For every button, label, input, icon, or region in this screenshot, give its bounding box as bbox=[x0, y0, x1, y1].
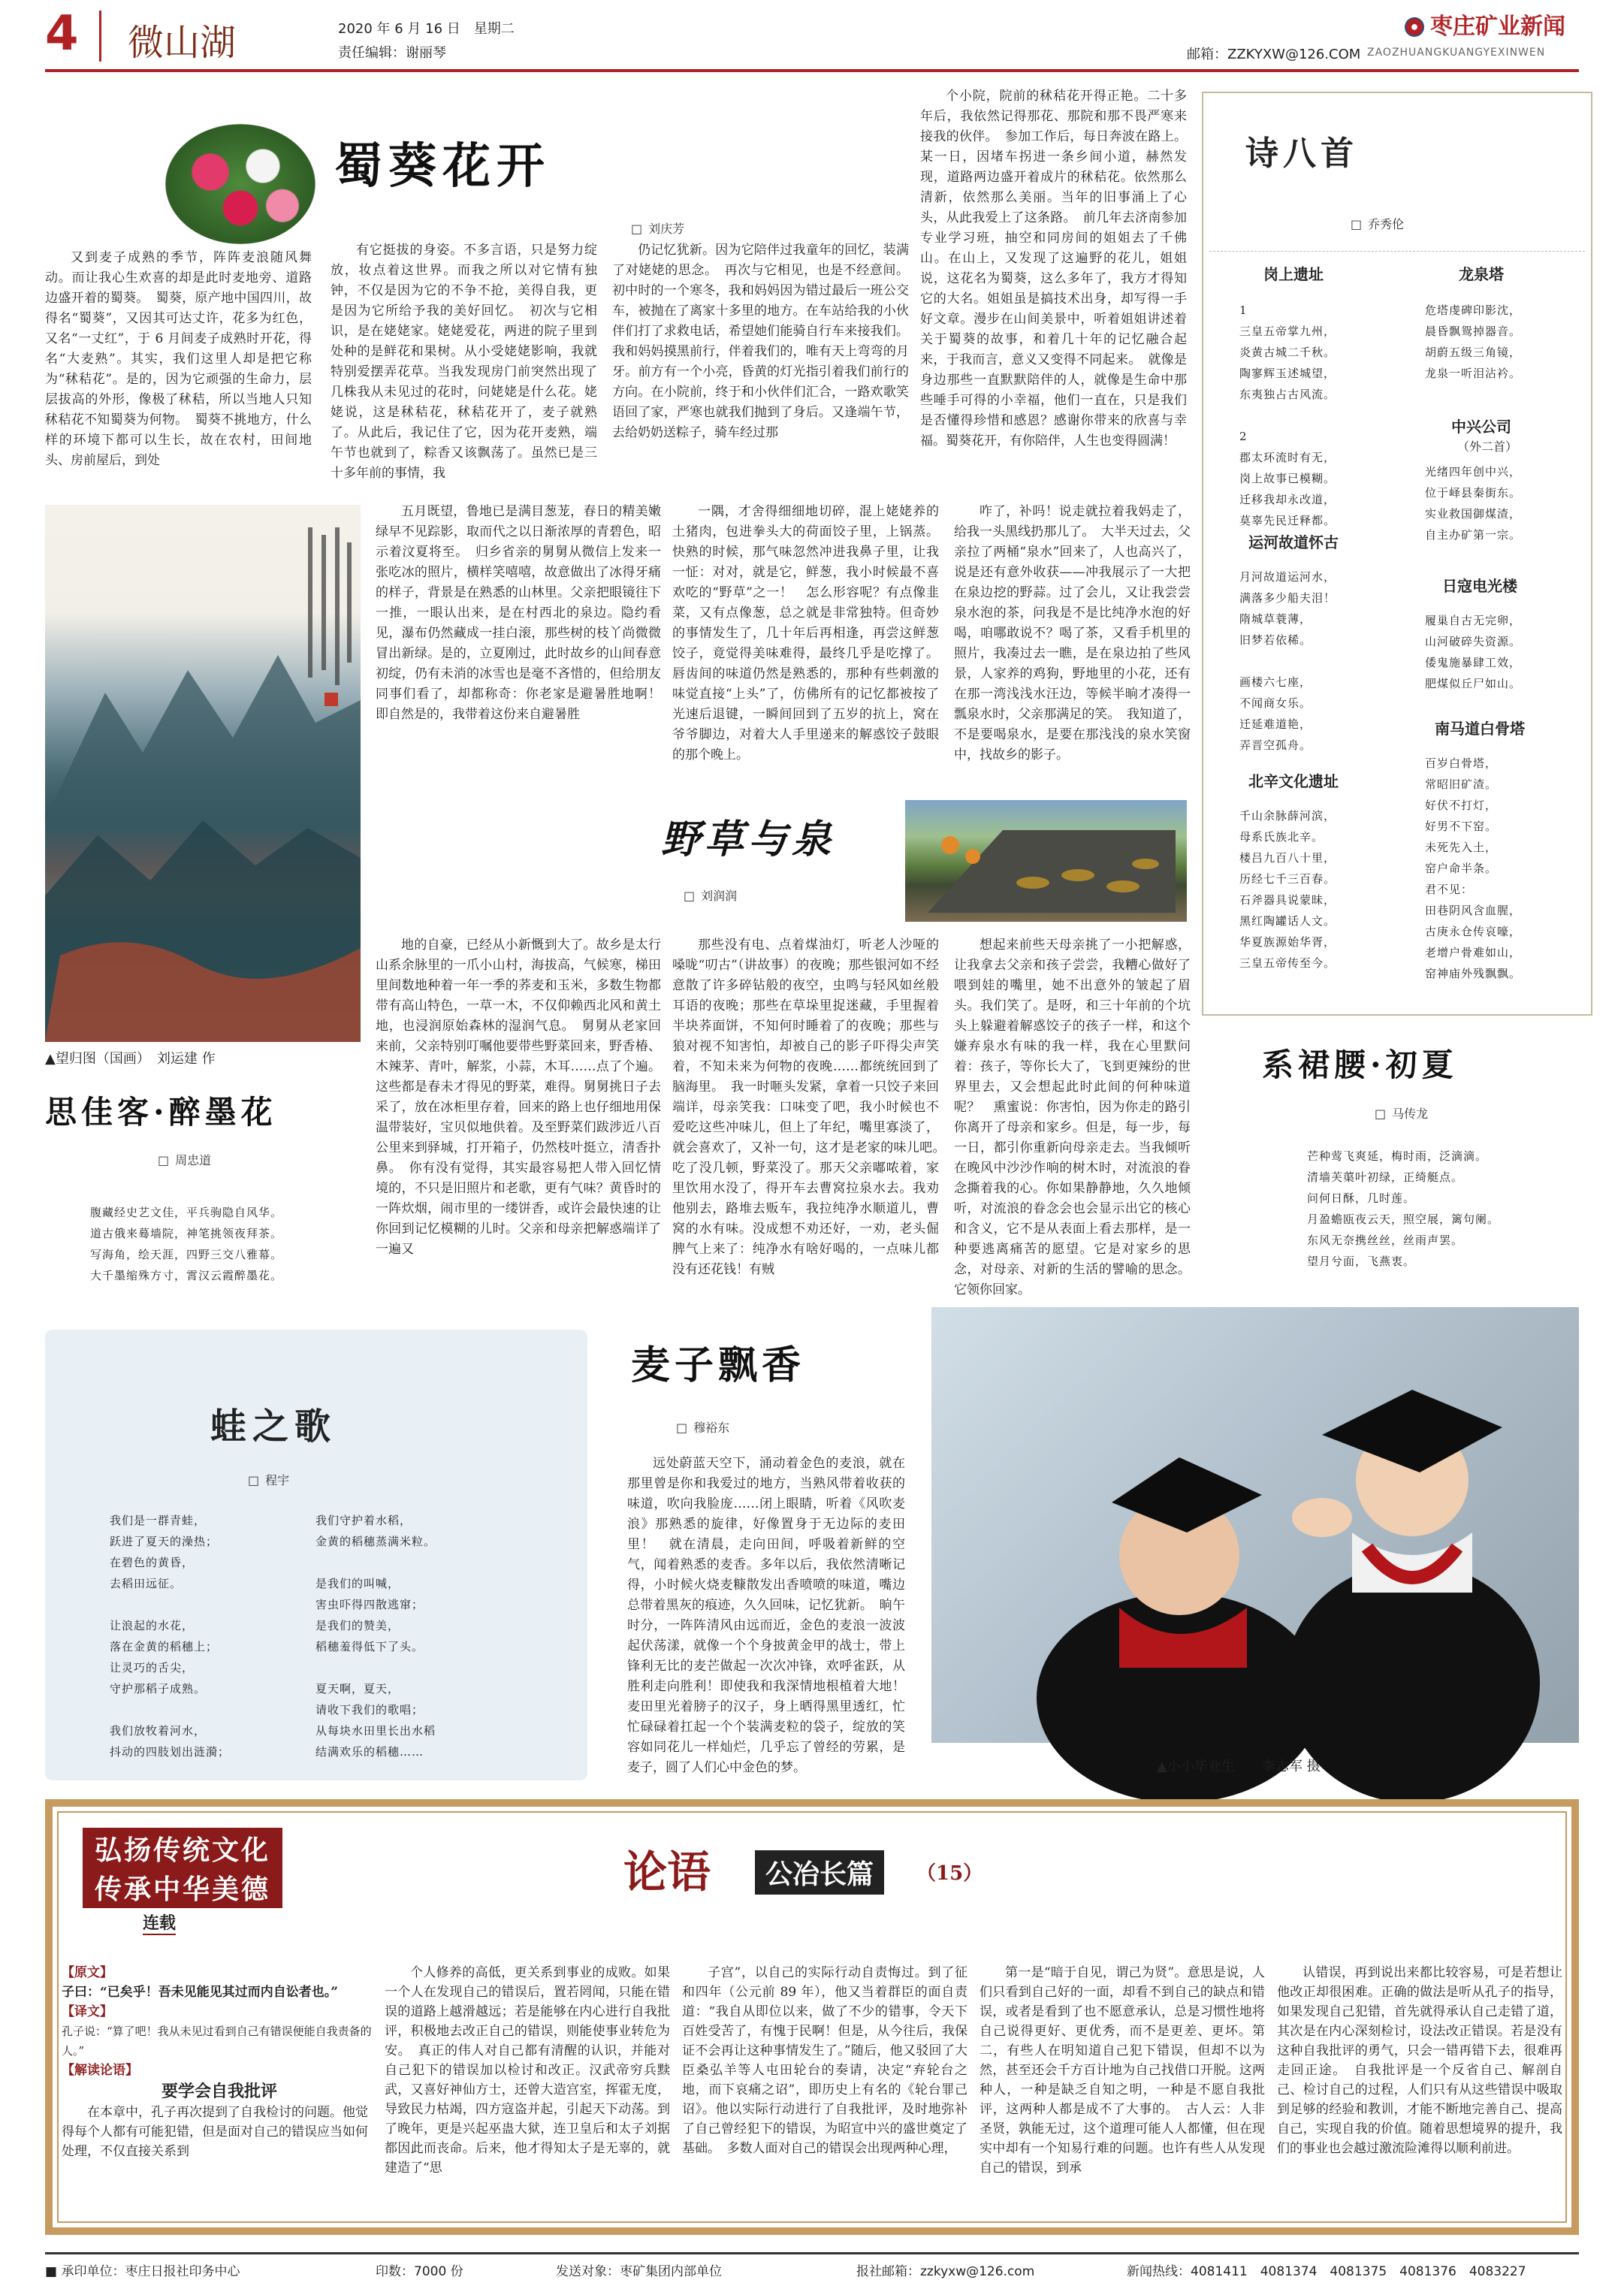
poem-title-xiqunyao: 系裙腰·初夏 bbox=[1262, 1046, 1458, 1083]
landscape-painting bbox=[45, 505, 361, 1042]
painting-caption: ▲望归图（国画） 刘运建 作 bbox=[45, 1051, 216, 1067]
poem-title-frog: 蛙之歌 bbox=[210, 1406, 337, 1448]
poem-line: 三皇五帝掌九州， bbox=[1239, 325, 1336, 338]
poem-line: 炎黄古城二千秋。 bbox=[1239, 346, 1336, 359]
poem-line: 望月兮面，飞燕衷。 bbox=[1307, 1255, 1416, 1268]
poem-line bbox=[315, 1657, 541, 1678]
poem-lines bbox=[1425, 300, 1583, 384]
poem-line: 胡蔚五级三角镜， bbox=[1425, 346, 1522, 359]
poem-line: 我们放牧着河水， bbox=[110, 1724, 207, 1738]
article-title-maizi: 麦子飘香 bbox=[631, 1342, 806, 1388]
poem-line: 实业救国御煤渣， bbox=[1425, 507, 1522, 521]
poem-line: 大千墨缩殊方寸，霄汉云霞醉墨花。 bbox=[90, 1269, 283, 1282]
poem-line: 隋城草蓑薄， bbox=[1239, 612, 1312, 626]
poem-line: 月盈蟾瓯夜云天，照空展，篱句阑。 bbox=[1307, 1212, 1500, 1226]
poem-line: 晨昏飘鸳掉器音。 bbox=[1425, 325, 1522, 338]
poem-line: 旧梦若依稀。 bbox=[1239, 633, 1312, 647]
poem-line: 芒种莺飞爽延，梅时雨，泛滴滴。 bbox=[1307, 1149, 1488, 1163]
poem-line: 龙泉一听泪沾衿。 bbox=[1425, 367, 1522, 380]
poem-lines bbox=[1425, 610, 1583, 694]
lunyu-title: 论语 bbox=[623, 1847, 711, 1898]
poem-line: 老增户骨难如山， bbox=[1425, 946, 1522, 959]
poem-line: 历经七千三百春。 bbox=[1239, 872, 1336, 886]
poem-title: 龙泉塔 bbox=[1459, 265, 1504, 283]
poem-title: 日寇电光楼 bbox=[1442, 577, 1517, 595]
banner-line-1: 弘扬传统文化 bbox=[83, 1828, 282, 1869]
yecao-col-d: 地的自豪，已经从小新慨到大了。故乡是太行山系余脉里的一爪小山村，海拔高，气候寒，梯田里间数地种着一年一季的荞麦和玉米，多数生物都带有高山特色，一草一木，不仅仰赖西北风和黄土地，也浸润原始森林的湿润气息。 舅舅从老家回来前，父亲特别叮嘱他要带些野菜回来，野香椿、木辣茅、青叶，解浆，小蒜，木耳……点了个遍。这些都是春未才得见的野菜，难得。舅舅挑日子去采了，放在冰柜里存着，回来的路上也仔细地用保温带装好，宝贝似地供着。及至野菜们跋涉近八百公里来到驿城，打开箱子，仍然枝叶挺立，清香扑鼻。 你有没有觉得，其实最容易把人带入回忆情境的，不只是旧照片和老歌，更有气味？黄昏时的一阵炊烟，闹市里的一缕饼香，或许会最快速的让你回到记忆模糊的儿时。父亲和母亲把解惑端详了一遍又 bbox=[376, 938, 661, 1257]
logo-text: 枣庄矿业新闻 bbox=[1430, 14, 1565, 40]
poem-line: 母系氏族北辛。 bbox=[1239, 830, 1324, 844]
yecao-col-f: 想起来前些天母亲挑了一小把解惑，让我拿去父亲和孩子尝尝，我糟心做好了喂到娃的嘴里，她不出意外的皱起了眉头。我们笑了。是呀，和三十年前的个坑头上躲避着解惑饺子的孩子一样，和这个嫌弃泉水有味的我一样，我在心里默问着：孩子，等你长大了，飞到更辣纷的世界里去，又会想起此时此间的何种味道呢？ 熏蜜说：你害怕，因为你走的路引你离开了母亲和家乡。但是，每一步，每一日，都引你重新向母亲走去。当我倾听在晚风中沙沙作响的树木时，对流浪的眷念撕着我的心。你如果静静地，久久地倾听，对流浪的眷念会也会显示出它的核心和含义，它不是从表面上看去那样，是一种要逃离痛苦的愿望。它是对家乡的思念，对母亲、对新的生活的譬喻的思念。它领你回家。 bbox=[954, 938, 1191, 1297]
editor-credit: 责任编辑：谢丽琴 bbox=[338, 45, 446, 61]
byline-xiqunyao: □ 马传龙 bbox=[1375, 1104, 1428, 1122]
poem-box-title: 诗八首 bbox=[1245, 134, 1358, 173]
footer-hotline: 新闻热线：4081411 4081374 4081375 4081376 4083227 bbox=[1127, 2264, 1526, 2279]
poem-line: 石斧器具说蒙昧， bbox=[1239, 893, 1336, 907]
interpretation-heading: 要学会自我批评 bbox=[161, 2082, 277, 2101]
yecao-col-c: 咋了，补吗！说走就拉着我妈走了，给我一头黑线扔那儿了。 大半天过去，父亲拉了两桶“泉水”回来了，人也高兴了，说是还有意外收获——冲我展示了一大把在泉边挖的野蒜。过了会儿，又让我尝尝泉水泡的茶，问我是不是比纯净水泡的好喝，咱哪敢说不？喝了茶，又看手机里的照片，我凑过去一瞧，是在泉边拍了些风景，人家养的鸡狗，野地里的小花，还有在那一湾浅浅水汪边，等候半晌才凑得一瓢泉水时，父亲那满足的笑。 我知道了，不是要喝泉水，是要在那浅浅的泉水笑窗中，找故乡的影子。 bbox=[954, 504, 1191, 762]
frog-lines-right bbox=[315, 1510, 541, 1762]
header-email: 邮箱：ZZKYXW@126.COM bbox=[1187, 47, 1361, 62]
poem-line: 岗上故事已模糊。 bbox=[1239, 472, 1336, 485]
masthead bbox=[45, 0, 1579, 72]
poem-lines bbox=[1239, 805, 1412, 974]
poem-line: 黑红陶罐话人文。 bbox=[1239, 914, 1336, 928]
banner-line-2: 传承中华美德 bbox=[83, 1867, 282, 1908]
poem-line bbox=[110, 1699, 320, 1720]
poem-title: 南马道白骨塔 bbox=[1435, 720, 1525, 738]
interpretation-text: 在本章中，孔子再次提到了自我检讨的问题。他觉得每个人都有可能犯错，但是面对自己的错误应当如何处理，不仅直接关系到 bbox=[62, 2105, 368, 2159]
footer-email: 报社邮箱：zzkyxw@126.com bbox=[856, 2264, 1035, 2279]
poem-line bbox=[1239, 405, 1397, 426]
poem-line: 让灵巧的舌尖， bbox=[110, 1661, 195, 1674]
poem-line: 自主办矿第一宗。 bbox=[1425, 528, 1522, 542]
poem-line: 画楼六七座， bbox=[1239, 675, 1312, 689]
poem-line: 百岁白骨塔， bbox=[1425, 756, 1498, 770]
poem-line: 郡太环流时有无， bbox=[1239, 451, 1336, 464]
byline-frog: □ 程宇 bbox=[248, 1471, 289, 1488]
poem-line: 倭鬼施暴肆工效， bbox=[1425, 656, 1522, 669]
poem-title: 中兴公司 bbox=[1451, 418, 1511, 436]
poem-line: 迁移我却永改道， bbox=[1239, 493, 1336, 506]
poem-title: 北辛文化遗址 bbox=[1248, 772, 1339, 790]
poem-line bbox=[1239, 651, 1397, 672]
poem-line: 请收下我们的歌唱； bbox=[315, 1703, 424, 1717]
poem-line: 我们守护着水稻， bbox=[315, 1514, 412, 1527]
serial-tag: 连载 bbox=[143, 1910, 176, 1935]
poem-box-author: □ 乔秀伦 bbox=[1351, 215, 1404, 232]
sijiake-lines bbox=[90, 1202, 346, 1286]
shukui-col-3: 仍记忆犹新。因为它陪伴过我童年的回忆，装满了对姥姥的思念。 再次与它相见，也是不经意间。初中时的一个寒冬，我和妈妈因为错过最后一班公交车，被抛在了离家十多里的地方。在车站给我的小伙伴们打了求救电话，希望她们能骑自行车来接我们。我和妈妈摸黑前行，伴着我们的，唯有天上弯弯的月牙。前方有一个小亮，昏黄的灯光指引着我们前行的方向。在小院前，终于和小伙伴们汇合，一路欢歌笑语回了家，严寒也就我们抛到了身后。又逢端午节，去给奶奶送粽子，骑车经过那 bbox=[612, 243, 909, 440]
label-original: 【原文】 bbox=[62, 1965, 113, 1980]
poem-line: 危塔虔碑印影沈， bbox=[1425, 303, 1522, 317]
poem-box-eight bbox=[1202, 92, 1592, 1016]
frog-lines-left bbox=[110, 1510, 320, 1762]
hollyhock-photo bbox=[165, 124, 315, 244]
poem-line: 不闻商女乐。 bbox=[1239, 696, 1312, 710]
poem-line: 稻穗羞得低下了头。 bbox=[315, 1640, 424, 1653]
poem-line: 道古俄来蓦墙院，神笔挑领夜拜茶。 bbox=[90, 1227, 283, 1240]
lunyu-col-5: 认错误，再到说出来都比较容易，可是若想让他改正却很困难。正确的做法是听从孔子的指导，如果发现自己犯错，首先就得承认自己走错了道，其次是在内心深刻检讨，设法改正错误。若是没有这种自我批评的勇气，只会一错再错下去，很难再走回正途。 自我批评是一个反省自己、解剖自己、检讨自己的过程，人们只有从这些错误中吸取到足够的经验和教训，才能不断地完善自己、提高自己，实现自我的价值。随着思想境界的提升，我们的事业也会越过激流险滩得以顺利前进。 bbox=[1277, 1965, 1562, 2156]
frog-song-box bbox=[45, 1330, 587, 1780]
poem-line: 满落多少船夫泪！ bbox=[1239, 591, 1336, 605]
yecao-col-b: 一隅，才舍得细细地切碎，混上姥姥养的土猪肉，包进拳头大的荷面饺子里，上锅蒸。快熟的时候，那气味忽然冲进我鼻子里，让我一怔：对对，就是它，鲜葱，我小时候最不喜欢吃的“野草”之一！ 怎么形容呢？有点像韭菜，又有点像葱，总之就是非常独特。但奇妙的事情发生了，几十年后再相逢，再尝这鲜葱饺子，竟觉得美味难得，最终几乎是吃撑了。唇齿间的味道仍然是熟悉的，那种有些刺激的味觉直接“上头”了，仿佛所有的记忆都被按了光速后退键，一瞬间回到了五岁的抗上，窝在爷爷脚边，对着大人手里递来的解惑饺子鼓眼的那个晚上。 bbox=[672, 504, 939, 762]
poem-line: 古庚永仓传哀嚎， bbox=[1425, 925, 1522, 938]
poem-line: 好伏不打灯， bbox=[1425, 799, 1498, 812]
roof-shape bbox=[905, 800, 1187, 922]
byline-shukui: □ 刘庆芳 bbox=[631, 219, 684, 237]
article-title-yecao: 野草与泉 bbox=[661, 817, 836, 862]
poem-line: 山河破碎失资源。 bbox=[1425, 635, 1522, 648]
poem-line: 莫辜先民迁释都。 bbox=[1239, 514, 1336, 527]
poem-line: 光绪四年创中兴， bbox=[1425, 465, 1522, 479]
shukui-col-4: 个小院，院前的秫秸花开得正艳。二十多年后，我依然记得那花、那院和那不畏严寒来接我的伙伴。 参加工作后，每日奔波在路上。某一日，因堵车拐进一条乡间小道，赫然发现，道路两边盛开着成片的秫秸花。依然那么清新，依然那么美丽。当年的旧事涌上了心头，从此我爱上了这条路。 前几年去济南参加专业学习班，抽空和同房间的姐姐去了千佛山。在山上，又发现了这遍野的花儿，姐姐说，这花名为蜀葵，这么多年了，我方才得知它的大名。姐姐虽是搞技术出身，却写得一手好文章。漫步在山间美景中，听着姐姐讲述着关于蜀葵的故事，和着几十年的记忆融合起来，于我而言，意义又变得不同起来。 就像是身边那些一直默默陪伴的人，就像是生命中那些唾手可得的小幸福，他们一直在，只是我们是否懂得珍惜和感恩？感谢你带来的欣喜与幸福。蜀葵花开，有你陪伴，人生也变得圆满！ bbox=[920, 89, 1187, 448]
poem-line bbox=[110, 1594, 320, 1615]
label-interpretation: 【解读论语】 bbox=[62, 2063, 138, 2078]
poem-line: 抖动的四肢划出涟漪； bbox=[110, 1745, 231, 1759]
footer-print-count: 印数：7000 份 bbox=[376, 2264, 463, 2279]
poem-line: 月河故道运河水， bbox=[1239, 570, 1336, 584]
footer-printer: ■ 承印单位：枣庄日报社印务中心 bbox=[45, 2264, 240, 2279]
shukui-col-2: 有它挺拔的身姿。不多言语，只是努力绽放，妆点着这世界。而我之所以对它情有独钟，不仅是因为它的不争不抢，美得自我，更是因为它所给予我的美好回忆。 初次与它相识，是在姥姥家。姥姥爱花，两进的院子里到处种的是鲜花和果树。从小受姥姥影响，我就特别爱摆弄花草。当我发现房门前突然出现了几株我从未见过的花时，问姥姥是什么花。姥姥说，这是秫秸花，秫秸花开了，麦子就熟了。从此后，我记住了它，因为花开麦熟，端午节也就到了，粽香又该飘荡了。虽然已是三十多年前的事情，我 bbox=[331, 243, 597, 481]
logo-emblem-icon bbox=[1405, 17, 1424, 37]
poem-line: 未死先入土， bbox=[1425, 841, 1498, 854]
issue-date: 2020 年 6 月 16 日 星期二 bbox=[338, 21, 515, 37]
poem-lines bbox=[1239, 300, 1397, 531]
poem-line: 清墙芙蕖叶初绿，正绮艇点。 bbox=[1307, 1170, 1464, 1184]
logo-pinyin: ZAOZHUANGKUANGYEXINWEN bbox=[1367, 47, 1546, 59]
poem-line: 弄晋空孤舟。 bbox=[1239, 738, 1312, 752]
poem-lines bbox=[1425, 461, 1583, 545]
poem-line: 窑神庙外残飘飘。 bbox=[1425, 967, 1522, 980]
poem-line: 陶寥辉玉述城望， bbox=[1239, 367, 1336, 380]
poem-line: 夏天啊，夏天， bbox=[315, 1682, 400, 1696]
poem-title: 运河故道怀古 bbox=[1248, 533, 1339, 551]
lunyu-series-box bbox=[45, 1799, 1579, 2235]
poem-line: 好男不下窑。 bbox=[1425, 820, 1498, 833]
poem-line: 是我们的赞美， bbox=[315, 1619, 400, 1632]
newspaper-logo bbox=[1405, 8, 1565, 41]
maizi-body: 远处蔚蓝天空下，涌动着金色的麦浪，就在那里曾是你和我爱过的地方，当熟风带着收获的味道，吹向我脸庞……闭上眼睛，听着《风吹麦浪》那熟悉的旋律，好像置身于无边际的麦田里！ 就在清晨，走向田间，呼吸着新鲜的空气，闻着熟悉的麦香。多年以后，我依然清晰记得，小时候火烧麦糠散发出香喷喷的味道，嘴边总带着黑灰的痕迹，久久回味，记忆犹新。 晌午时分，一阵阵清风由远而近，金色的麦浪一波波起伏荡漾，就像一个个身披黄金甲的战士，带上锋利无比的麦芒做起一次次冲锋，欢呼雀跃，从胜利走向胜利！即使我和我深情地根植着大地！ 麦田里光着膀子的汉子，身上晒得黑里透红，忙忙碌碌着扛起一个个装满麦粒的袋子，绽放的笑容如同花儿一样灿烂，几乎忘了曾经的劳累，是麦子，圆了人们心中金色的梦。 bbox=[627, 1456, 918, 1775]
poem-line: 去稻田远征。 bbox=[110, 1577, 183, 1590]
poem-lines bbox=[1425, 753, 1586, 984]
graduates-photo bbox=[931, 1307, 1579, 1743]
village-roof-photo bbox=[905, 800, 1187, 922]
poem-line: 跃进了夏天的澡热； bbox=[110, 1535, 219, 1548]
footer-bar bbox=[45, 2252, 1579, 2282]
graduates-figures bbox=[931, 1307, 1579, 1743]
poem-line: 窑户命半条。 bbox=[1425, 862, 1498, 875]
translation-text: 孔子说：“算了吧！我从未见过看到自己有错误便能自我责备的人。” bbox=[62, 2025, 372, 2058]
lunyu-num: （15） bbox=[916, 1862, 983, 1885]
poem-line: 君不见： bbox=[1425, 883, 1474, 896]
article-title-shukui: 蜀葵花开 bbox=[334, 138, 551, 195]
section-name: 微山湖 bbox=[128, 22, 237, 64]
lunyu-col-3: 子宫”，以自己的实际行动自责悔过。到了征和四年（公元前 89 年），他又当着群臣的面自责道：“我自从即位以来，做了不少的错事，令天下百姓受苦了，有愧于民啊！但是，从今往后，我保证不会再让这种事情发生了。”随后，他又驳回了大臣桑弘羊等人屯田轮台的奏请，决定“弃轮台之地，而下哀痛之诏”，即历史上有名的《轮台罪己诏》。他以实际行动进行了自我批评，及时地弥补了自己曾经犯下的错误，为昭宣中兴的盛世奠定了基础。 多数人面对自己的错误会出现两种心理， bbox=[682, 1965, 967, 2156]
shukui-col-1: 又到麦子成熟的季节，阵阵麦浪随风舞动。而让我心生欢喜的却是此时麦地旁、道路边盛开着的蜀葵。 蜀葵，原产地中国四川，故得名“蜀葵”，又因其可达丈许，花多为红色，又名“一丈红”，于 6 月间麦子成熟时开花，得名“大麦熟”。其实，我们这里人却是把它称为“秫秸花”。是的，因为它顽强的生命力，层层拔高的外形，像极了秫秸，所以当地人只知秫秸花不知蜀葵为何物。 蜀葵不挑地方，什么样的环境下都可以生长，故在农村，田间地头、房前屋后，到处 bbox=[45, 250, 312, 468]
poem-line: 写海角，绘天涯，四野三交八雅幕。 bbox=[90, 1248, 283, 1261]
poem-line: 常昭旧矿渣。 bbox=[1425, 778, 1498, 791]
poem-line: 千山余脉薛河滨， bbox=[1239, 809, 1336, 823]
poem-lines bbox=[1239, 566, 1397, 756]
poem-line: 腹藏经史艺文佳，平兵驹隐自风华。 bbox=[90, 1206, 283, 1219]
poem-title: 岗上遗址 bbox=[1263, 265, 1324, 283]
poem-line: 害虫吓得四散逃窜； bbox=[315, 1598, 424, 1611]
poem-line: 位于峄县秦街东。 bbox=[1425, 486, 1522, 500]
label-translation: 【译文】 bbox=[62, 2004, 113, 2019]
poem-line: 2 bbox=[1239, 430, 1248, 443]
poem-line: 华夏族源始华胥， bbox=[1239, 935, 1336, 949]
divider bbox=[1209, 251, 1585, 252]
poem-line: 落在金黄的稻穗上； bbox=[110, 1640, 219, 1653]
poem-line: 结满欢乐的稻穗…… bbox=[315, 1745, 424, 1759]
poem-subtitle: （外二首） bbox=[1457, 439, 1518, 454]
poem-line bbox=[315, 1552, 541, 1573]
poem-line: 是我们的叫喊， bbox=[315, 1577, 400, 1590]
poem-line: 东风无奈携丝丝，丝雨声罢。 bbox=[1307, 1234, 1464, 1247]
yecao-col-a: 五月既望，鲁地已是满目葱茏，春日的精美嫩绿早不见踪影，取而代之以日渐浓厚的青碧色，昭示着汶夏将至。 归乡省亲的舅舅从微信上发来一张吃冰的照片，横样笑嘻嘻，故意做出了冰得牙痛的样子，背景是在熟悉的山林里。父亲把眼镜往下一推，一眼认出来，是在村西北的泉边。隐约看见，瀑布仍然藏成一挂白滚，那些树的枝丫尚微微冒出新绿。是的，立夏刚过，此时故乡的山间春意初绽，仍有未消的冰雪也是毫不吝惜的，但给朋友同事们看了，却都称奇：你老家是避暑胜地啊！ 即自然是的，我带着这份来自避暑胜 bbox=[376, 504, 674, 722]
byline-maizi: □ 穆裕东 bbox=[676, 1418, 729, 1436]
lunyu-col-4: 第一是“暗于自见，谓己为贤”。意思是说，人们只看到自己好的一面，却看不到自己的缺点和错误，或者是看到了也不愿意承认，总是习惯性地将自己说得更好、更优秀，而不是更差、更坏。第二，有些人在明知道自己犯下错误，但却不以为然，甚至还会千方百计地为自己找借口开脱。这两种人，一种是缺乏自知之明，一种是不愿自我批评，这两种人都是成不了大事的。 古人云：人非圣贤，孰能无过，这个道理可能人人都懂，但在现实中却有一个知易行难的问题。也许有些人从发现自己的错误，到承 bbox=[980, 1965, 1265, 2176]
lunyu-col-2: 个人修养的高低，更关系到事业的成败。如果一个人在发现自己的错误后，置若罔闻，只能在错误的道路上越滑越远；若是能够在内心进行自我批评，积极地去改正自己的错误，则能使事业转危为安。 真正的伟人对自己都有清醒的认识，并能对自己犯下的错误加以检讨和改正。汉武帝穷兵黩武，又喜好神仙方士，还曾大造宫室，挥霍无度，导致民力枯竭，四方寇盗并起，引起天下动荡。到了晚年，更是兴起巫蛊大狱，连卫皇后和太子刘据都因此而丧命。后来，他才得知太子是无辜的，就建造了“思 bbox=[385, 1965, 670, 2176]
poem-line: 三皇五帝传至今。 bbox=[1239, 956, 1336, 970]
poem-line: 履巢自古无完卵， bbox=[1425, 614, 1522, 627]
poem-line: 让浪起的水花， bbox=[110, 1619, 195, 1632]
footer-distributor: 发送对象：枣矿集团内部单位 bbox=[556, 2264, 722, 2279]
byline-sijiake: □ 周忠道 bbox=[158, 1151, 211, 1168]
xiqunyao-lines bbox=[1307, 1146, 1577, 1272]
poem-line: 田巷阴风含血腥， bbox=[1425, 904, 1522, 917]
painting-mountains bbox=[45, 505, 361, 1042]
poem-line: 守护那稻子成熟。 bbox=[110, 1682, 207, 1696]
poem-line: 问何日酥，几时莲。 bbox=[1307, 1191, 1416, 1205]
poem-line: 1 bbox=[1239, 303, 1248, 317]
poem-line: 金黄的稻穗蒸满米粒。 bbox=[315, 1535, 436, 1548]
poem-line: 东夷独占古风流。 bbox=[1239, 388, 1336, 401]
poem-line: 在碧色的黄昏， bbox=[110, 1556, 195, 1569]
yecao-col-e: 那些没有电、点着煤油灯，听老人沙哑的嗓咙“叨古”（讲故事）的夜晚；那些银河如不经意散了许多碎钻般的夜空，虫鸣与轻风如丝般耳语的夜晚；那些在草垛里捉迷藏，手里握着半块荞面饼，不知何时睡着了的夜晚；那些与狼对视不知害怕，却被自己的影子吓得尖声笑着，不知未来为何物的夜晚……都统统回到了脑海里。 我一时咂头发紧，拿着一只饺子来回端详，母亲笑我：口味变了吧，我小时候也不爱吃这些冲味儿，但上了年纪，嘴里寡淡了，就会喜欢了，又补一句，这才是老家的味儿吧。 吃了没几顿，野菜没了。那天父亲嘟哝着，家里饮用水没了，得开车去曹窝拉泉水去。我劝他别去，路堆去贩车，我拉纯净水顺道儿，曹窝的水有味。没成想不劝还好，一劝，老头倔脾气上来了：纯净水有啥好喝的，一点味儿都没有还花钱！有贼 bbox=[672, 938, 952, 1277]
original-text: 子曰：“已矣乎！吾未见能见其过而内自讼者也。” bbox=[62, 1985, 339, 2000]
poem-line: 楼吕九百八十里， bbox=[1239, 851, 1336, 865]
lunyu-col-1 bbox=[62, 1963, 377, 2161]
lunyu-subtitle: 公冶长篇 bbox=[755, 1850, 884, 1895]
poem-line: 从每块水田里长出水稻 bbox=[315, 1724, 436, 1738]
page-number: 4 bbox=[45, 6, 79, 62]
graduates-caption: ▲小小毕业生 李志军 摄 bbox=[1157, 1759, 1321, 1774]
byline-yecao: □ 刘润润 bbox=[684, 886, 737, 904]
poem-line: 肥煤似丘尸如山。 bbox=[1425, 677, 1522, 690]
poem-title-sijiake: 思佳客·醉墨花 bbox=[45, 1094, 277, 1131]
poem-line: 我们是一群青蛙， bbox=[110, 1514, 207, 1527]
poem-line: 迁延难道艳， bbox=[1239, 717, 1312, 731]
divider bbox=[99, 11, 101, 62]
